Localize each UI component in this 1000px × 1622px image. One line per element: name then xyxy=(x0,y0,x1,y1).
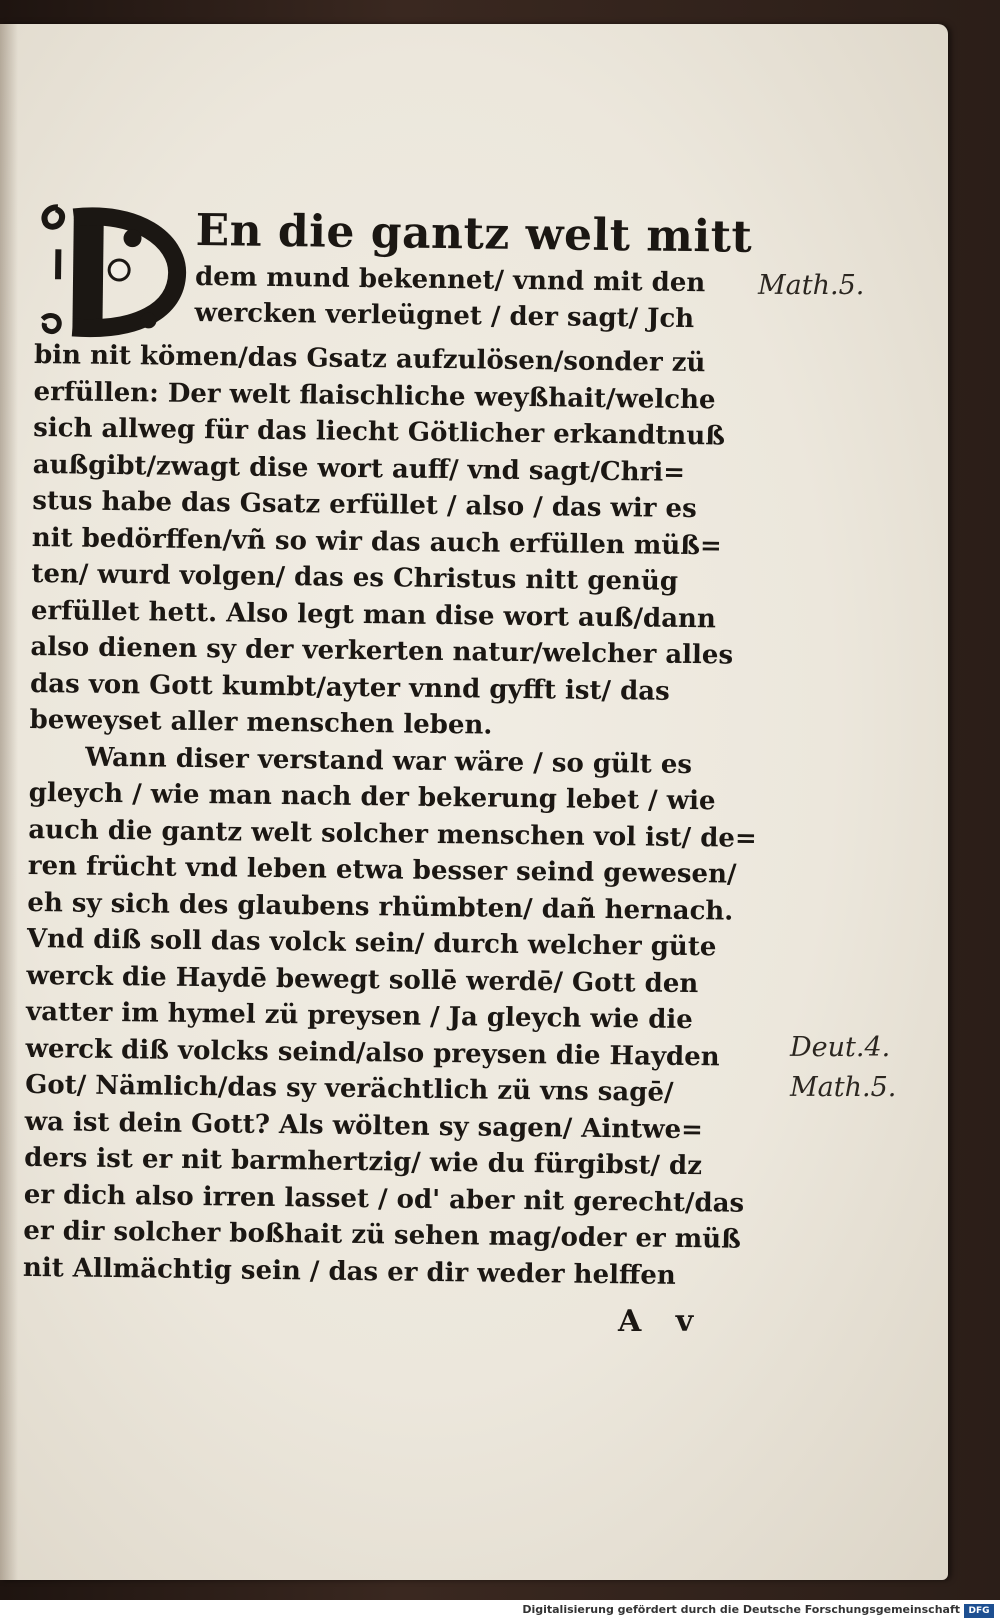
decorated-initial-d xyxy=(36,199,188,339)
paragraph-2-line: werck diß volcks seind/also preysen die Hayden xyxy=(25,1033,720,1072)
body-line: stus habe das Gsatz erfüllet / also / das wir es xyxy=(32,485,697,525)
opening-section xyxy=(34,199,766,346)
digitization-footer xyxy=(0,1600,1000,1622)
paragraph-2-line: nit Allmächtig sein / das er dir weder helffen xyxy=(22,1252,676,1291)
paragraph-2-line: Wann diser verstand war wäre / so gült es xyxy=(85,742,693,780)
body-line: also dienen sy der verkerten natur/welcher alles xyxy=(30,631,734,671)
body-line: erfüllen: Der welt flaischliche weyßhait/welche xyxy=(33,376,716,415)
paragraph-2-line: gleych / wie man nach der bekerung lebet / wie xyxy=(28,777,716,817)
paragraph-2-line: eh sy sich des glaubens rhümbten/ dañ hernach. xyxy=(27,887,734,927)
signature-mark: A v xyxy=(618,1304,706,1339)
paragraph-2-line: wa ist dein Gott? Als wölten sy sagen/ Aintwe= xyxy=(24,1106,704,1145)
margin-note-deut-4: Deut.4. xyxy=(790,1032,891,1063)
paragraph-2-line: Vnd diß soll das volck sein/ durch welcher güte xyxy=(26,923,717,963)
paragraph-2-line: werck die Haydē bewegt sollē werdē/ Gott den xyxy=(26,960,699,999)
footer-credit: Digitalisierung gefördert durch die Deutsche Forschungsgemeinschaft xyxy=(522,1603,960,1616)
body-line: erfüllet hett. Also legt man dise wort auß/dann xyxy=(30,595,717,634)
body-line: sich allweg für das liecht Götlicher erkandtnuß xyxy=(33,412,726,452)
paragraph-2-line: ders ist er nit barmhertzig/ wie du fürgibst/ dz xyxy=(24,1142,703,1182)
paragraph-2-line: er dir solcher boßhait zü sehen mag/oder er müß xyxy=(23,1215,742,1255)
opening-heading: En die gantz welt mitt xyxy=(195,204,753,263)
body-line: beweyset aller menschen leben. xyxy=(29,704,493,741)
main-text-block xyxy=(23,199,766,1295)
paragraph-2-line: ren frücht vnd leben etwa besser seind gewesen/ xyxy=(27,850,737,890)
dfg-logo: DFG xyxy=(964,1604,994,1618)
paragraph-2-line: Got/ Nämlich/das sy verächtlich zü vns sagē/ xyxy=(24,1069,674,1108)
book-page xyxy=(0,24,948,1580)
opening-line-2: wercken verleügnet / der sagt/ Jch xyxy=(194,297,695,335)
paragraph-2-line: auch die gantz welt solcher menschen vol ist/ de= xyxy=(28,814,757,854)
body-line: außgibt/zwagt dise wort auff/ vnd sagt/Chri= xyxy=(32,449,686,488)
opening-line-1: dem mund bekennet/ vnnd mit den xyxy=(194,261,706,299)
margin-note-math-5-second: Math.5. xyxy=(790,1072,897,1103)
paragraph-2-line: er dich also irren lasset / od' aber nit gerecht/das xyxy=(23,1179,745,1219)
initial-d-graphic xyxy=(36,199,188,339)
margin-note-math-5: Math.5. xyxy=(758,270,865,301)
body-line: nit bedörffen/vñ so wir das auch erfüllen müß= xyxy=(31,522,722,561)
paragraph-2-line: vatter im hymel zü preysen / Ja gleych wie die xyxy=(25,996,693,1036)
body-line: das von Gott kumbt/ayter vnnd gyfft ist/ das xyxy=(29,668,670,707)
body-line: bin nit kömen/das Gsatz aufzulösen/sonder zü xyxy=(33,339,706,379)
body-line: ten/ wurd volgen/ das es Christus nitt genüg xyxy=(31,558,679,597)
